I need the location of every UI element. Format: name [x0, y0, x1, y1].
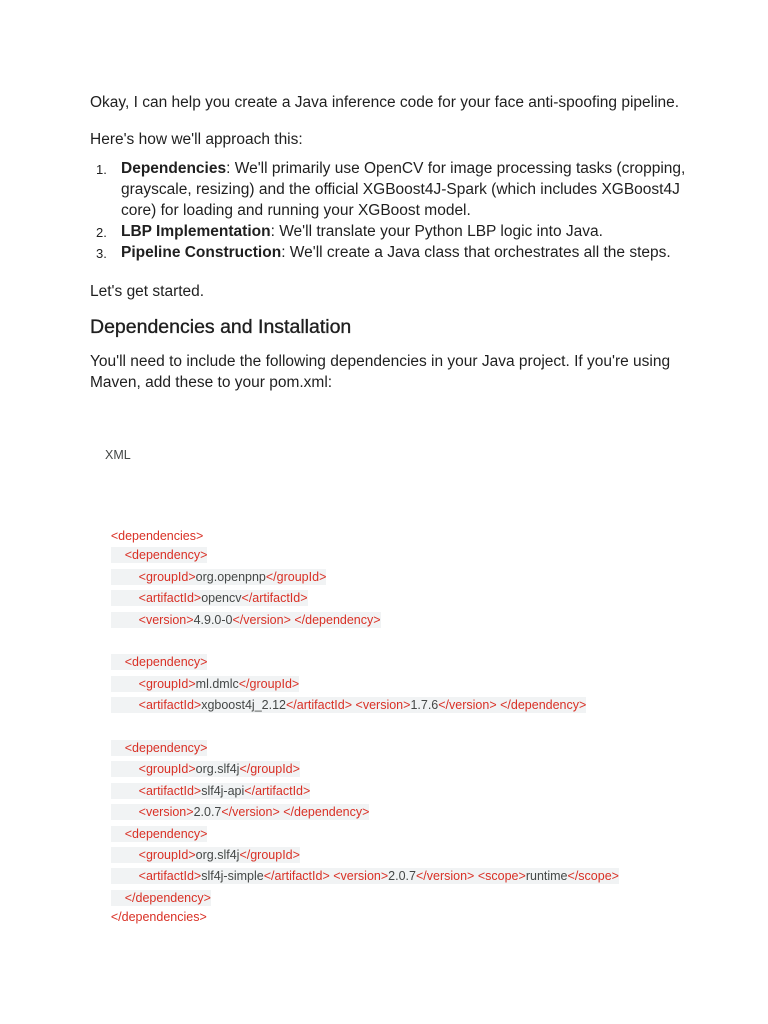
code-tag: version [449, 698, 490, 712]
code-line-highlight: <artifactId>opencv</artifactId> [111, 590, 308, 606]
code-line [90, 742, 300, 776]
code-tag: <dependency> [124, 548, 208, 562]
code-value: org.openpnp [195, 570, 266, 584]
code-tag: artifactId [145, 698, 194, 712]
code-tag: version [340, 869, 381, 883]
code-tag: version [145, 805, 187, 819]
code-value: runtime [525, 869, 568, 883]
code-line [90, 528, 208, 562]
code-tag: </dependency> [294, 613, 381, 627]
code-tag: </dependency> [283, 805, 370, 819]
code-line-highlight: <artifactId>slf4j-api</artifactId> [111, 783, 310, 799]
code-tag: artifactId [145, 869, 194, 883]
list-number: 1. [96, 162, 107, 177]
code-tag: version [145, 613, 187, 627]
list-item-title: Pipeline Construction [121, 244, 282, 261]
code-line [90, 571, 308, 605]
list-item [90, 158, 690, 221]
code-line-highlight: <version>4.9.0-0</version> </dependency> [111, 612, 381, 628]
code-line [90, 593, 381, 627]
code-value: 4.9.0-0 [193, 613, 233, 627]
list-item-text: : We'll translate your Python LBP logic into Java. [270, 223, 603, 240]
code-tag: <dependencies> [110, 529, 204, 543]
steps-list [90, 158, 690, 263]
code-tag: artifactId [145, 591, 194, 605]
code-language-label: XML [105, 448, 131, 462]
code-tag: <dependency> [124, 827, 208, 841]
list-item [90, 221, 690, 242]
code-tag: groupId [145, 762, 189, 776]
code-line [90, 849, 619, 883]
code-value: xgboost4j_2.12 [201, 698, 286, 712]
code-value: ml.dmlc [195, 677, 239, 691]
code-value: org.slf4j [195, 762, 240, 776]
code-tag: artifactId [145, 784, 194, 798]
started-text: Let's get started. [90, 283, 205, 300]
code-tag: groupId [145, 848, 189, 862]
list-item-title: LBP Implementation [121, 223, 271, 240]
code-line-highlight: <version>2.0.7</version> </dependency> [111, 804, 370, 820]
code-tag: version [362, 698, 404, 712]
code-line [90, 721, 208, 755]
code-tag: groupId [250, 762, 293, 776]
list-item [90, 242, 690, 263]
code-line [90, 890, 207, 924]
code-line [90, 678, 587, 712]
code-tag: artifactId [296, 698, 345, 712]
code-tag: <dependency> [124, 655, 208, 669]
code-line [90, 635, 208, 669]
code-value: slf4j-api [201, 784, 245, 798]
list-item-text: : We'll create a Java class that orchestrates all the steps. [281, 244, 671, 261]
code-line [90, 550, 327, 584]
list-number: 3. [96, 246, 107, 261]
code-value: org.slf4j [195, 848, 240, 862]
code-tag: groupId [145, 570, 189, 584]
list-number: 2. [96, 225, 107, 240]
code-line [90, 828, 300, 862]
code-line [90, 807, 208, 841]
code-line-highlight: <groupId>ml.dmlc</groupId> [111, 676, 299, 692]
code-line [90, 657, 300, 691]
approach-text: Here's how we'll approach this: [90, 131, 303, 148]
code-line-highlight: <groupId>org.slf4j</groupId> [111, 847, 300, 863]
code-value: 2.0.7 [388, 869, 416, 883]
code-tag: groupId [250, 848, 293, 862]
code-line [90, 764, 311, 798]
dependencies-intro-text: You'll need to include the following dependencies in your Java project. If you're using Maven, add these to your pom.xml: [90, 353, 671, 391]
code-tag: groupId [145, 677, 189, 691]
code-tag: groupId [249, 677, 292, 691]
code-tag: </dependency> [124, 891, 211, 905]
code-tag: <dependency> [124, 741, 208, 755]
code-line-highlight: <groupId>org.openpnp</groupId> [111, 569, 327, 585]
code-value: 1.7.6 [410, 698, 439, 712]
code-tag: version [243, 613, 284, 627]
code-line [90, 871, 211, 905]
list-item-title: Dependencies [121, 160, 227, 177]
code-line [90, 785, 370, 819]
code-tag: </dependencies> [110, 910, 207, 924]
code-tag: scope [578, 869, 612, 883]
code-tag: scope [485, 869, 519, 883]
code-value: 2.0.7 [193, 805, 222, 819]
intro-text: Okay, I can help you create a Java inference code for your face anti-spoofing pipeline. [90, 94, 680, 111]
code-tag: version [426, 869, 468, 883]
code-tag: artifactId [252, 591, 301, 605]
list-item-text: : We'll primarily use OpenCV for image processing tasks (cropping, grayscale, resizing) and the official XGBoost4J-Spark (which includes XGBoost4J core) for loading and running your XGBoost model. [121, 160, 686, 219]
code-line-highlight: <artifactId>xgboost4j_2.12</artifactId> <version>1.7.6</version> </dependency> [111, 697, 586, 713]
code-line-highlight: <artifactId>slf4j-simple</artifactId> <version>2.0.7</version> <scope>runtime</scope> [111, 868, 619, 884]
code-tag: version [232, 805, 273, 819]
code-line [90, 509, 204, 543]
code-line-highlight: <groupId>org.slf4j</groupId> [111, 761, 300, 777]
code-tag: artifactId [274, 869, 323, 883]
section-heading: Dependencies and Installation [90, 316, 352, 338]
code-value: slf4j-simple [201, 869, 264, 883]
code-value: opencv [201, 591, 242, 605]
code-tag: groupId [276, 570, 320, 584]
code-tag: artifactId [255, 784, 303, 798]
code-tag: </dependency> [500, 698, 587, 712]
